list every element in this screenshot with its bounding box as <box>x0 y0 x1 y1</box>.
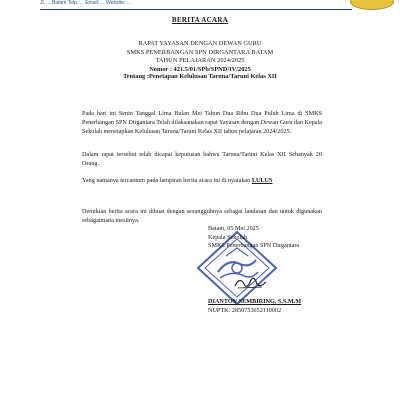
paragraph-decision: Dalam rapat tersebut telah dicapai keputusan bahwa Taruna/Taruni Kelas XII Sebanyak 20 Orang. <box>82 151 322 167</box>
result-text: Yang namanya tercantum pada lampiran berita acara ini di nyatakan <box>82 177 251 184</box>
document-heading <box>0 40 400 74</box>
letterhead-text: Jl. ... Batam Telp. ... Email: ... Website: ... <box>40 0 131 6</box>
signer-institution: SMKS Penerbangan SPN Dirgantara <box>208 242 300 250</box>
paragraph-result <box>82 177 322 186</box>
result-status: LULUS <box>251 177 273 184</box>
document-title: BERITA ACARA <box>171 16 229 24</box>
place-date: Batam, 05 Mei 2025 <box>208 225 259 232</box>
document-number: Nomor : 421.5/01/SPb/SPND/IV/2025 <box>149 65 251 73</box>
signer-position: Kepala Sekolah <box>208 233 248 241</box>
heading-line: SMKS PENERBANGAN SPN DIRGANTARA BATAM <box>126 48 274 56</box>
school-logo-icon <box>350 0 394 10</box>
handwritten-signature-icon <box>232 272 272 292</box>
heading-line: TAHUN PELAJARAN 2024/2025 <box>155 57 245 64</box>
paragraph-opening: Pada hari ini Senin Tanggal Lima Bulan Mei Tahun Dua Ribu Dua Puluh Lima di SMKS Penerbangan SPN Dirgantara Telah dilaksanakan rapat Yayasan dengan Dewan Guru dan Kepala Sekolah menetapkan Kelulusan Taruna/Taruni Kelas XII tahun pelajaran 2024/2025. <box>82 110 322 135</box>
document-subject: Tentang :Penetapan Kelulusan Taruna/Taruni Kelas XII <box>123 73 277 80</box>
heading-line: RAPAT YAYASAN DENGAN DEWAN GURU <box>138 40 262 47</box>
signer-nuptk: NUPTK: 2850753652110002 <box>208 307 282 314</box>
paragraph-closing: Demikian berita acara ini dibuat dengan sesungguhnya sebagai landasan dan untuk digunakan sebagaimana mestinya. <box>82 208 322 224</box>
signature-block <box>208 225 358 251</box>
signer-name: DIANTON SEMBIRING, S.S.M.M <box>208 298 302 305</box>
letterhead-divider <box>40 9 352 10</box>
